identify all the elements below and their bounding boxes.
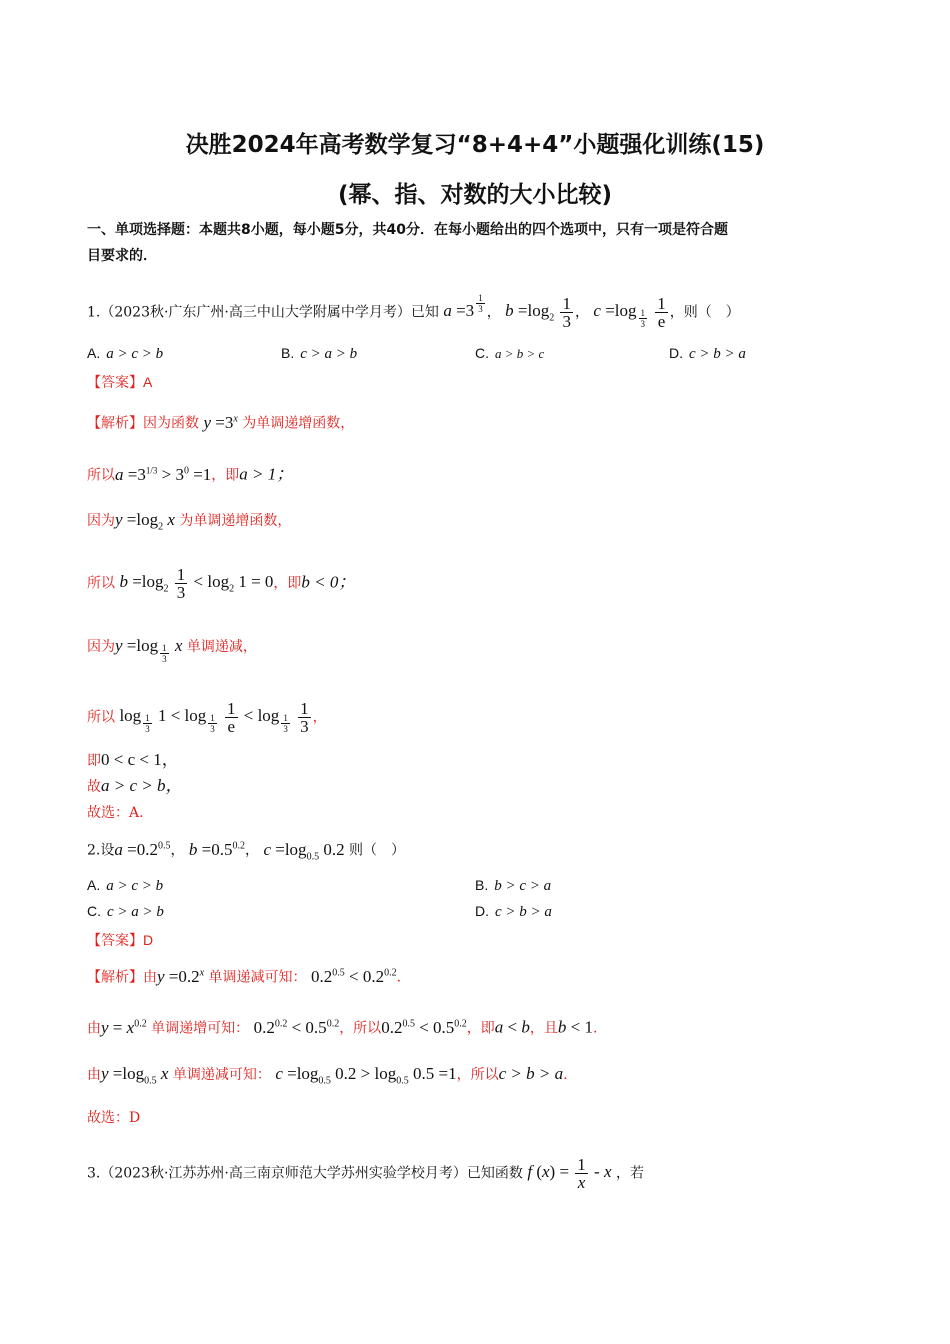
page-subtitle: (幂、指、对数的大小比较) [337,182,613,208]
q2-answer: 【答案】D [87,932,154,948]
q2-analysis-1: 【解析】由$y =0.2^x$ 单调递减可知： $0.2^{0.5} < 0.2^{0.2}$. [87,966,402,986]
q2-option-c[interactable]: C. c > a > b [87,903,164,920]
section-heading: 一、单项选择题：本题共8小题，每小题5分，共40分．在每小题给出的四个选项中，只有一项是符合题 [87,222,728,238]
q2-option-d[interactable]: D. c > b > a [475,903,552,920]
question-1-stem: 1.（2023秋·广东广州·高三中山大学附属中学月考）已知 a =3 $^{\frac{1}{3}}$ ， $b =\log_2$ $\frac{1}{3}$ ， c =log $_{\frac{1}{3}}$ $\frac{1}{e}$ ，则（ ） [87,292,740,331]
q1-analysis-2: 所以$a =3^{1/3} > 3^0 =1$，即a > 1； [87,464,294,484]
section-heading-cont: 目要求的． [87,248,157,264]
q1-analysis-3: 因为$y =\log_2$ x 为单调递增函数， [87,510,292,533]
q1-answer: 【答案】A [87,374,153,390]
q2-analysis-2: 由$y = x^{0.2}$ 单调递增可知： $0.2^{0.2} < 0.5^{0.2}$，所以$0.2^{0.5} < 0.5^{0.2}$，即a < b，且b < 1. [87,1017,598,1037]
page-title: 决胜2024年高考数学复习“8+4+4”小题强化训练(15) [185,132,765,158]
q1-option-a[interactable]: A. a > c > b [87,345,164,362]
q1-option-c[interactable]: C. a > b > c [475,345,545,361]
q1-option-b[interactable]: B. c > a > b [281,345,358,362]
question-2-stem: 2.设$a =0.2^{0.5}$， $b =0.5^{0.2}$， $c =\log_{0.5}$ 0.2 则（ ） [87,839,406,863]
q2-option-a[interactable]: A. a > c > b [87,877,164,894]
q1-analysis-1: 【解析】因为函数 $y =3^x$ 为单调递增函数， [87,412,355,432]
q1-final: 故选：A. [87,805,144,821]
q1-analysis-6: 所以 log $_{\frac{1}{3}}$ 1 < log $_{\frac{1}{3}}$ $\frac{1}{e}$ < log $_{\frac{1}{3}}$ $\frac{1}{3}$ ， [87,699,327,736]
q1-analysis-5: 因为y =log $_{\frac{1}{3}}$ x 单调递减， [87,636,257,664]
q1-option-d[interactable]: D. c > b > a [669,345,746,362]
q2-final: 故选：D [87,1110,141,1126]
q1-analysis-8: 故a > c > b， [87,776,183,795]
question-3-stem: 3.（2023秋·江苏苏州·高三南京师范大学苏州实验学校月考）已知函数 f (x) = $\frac{1}{x}$ - x ，若 [87,1155,644,1192]
q2-analysis-3: 由$y =\log_{0.5}$ x 单调递减可知： $c =\log_{0.5}$ $0.2 > \log_{0.5} 0.5 =1$，所以c > b > a. [87,1064,568,1087]
q1-analysis-4: 所以 $b =\log_2$ $\frac{1}{3}$ < $\log_2 1 = 0$，即b < 0； [87,565,356,602]
q1-analysis-7: 即0 < c < 1， [87,750,179,769]
q2-option-b[interactable]: B. b > c > a [475,877,552,894]
